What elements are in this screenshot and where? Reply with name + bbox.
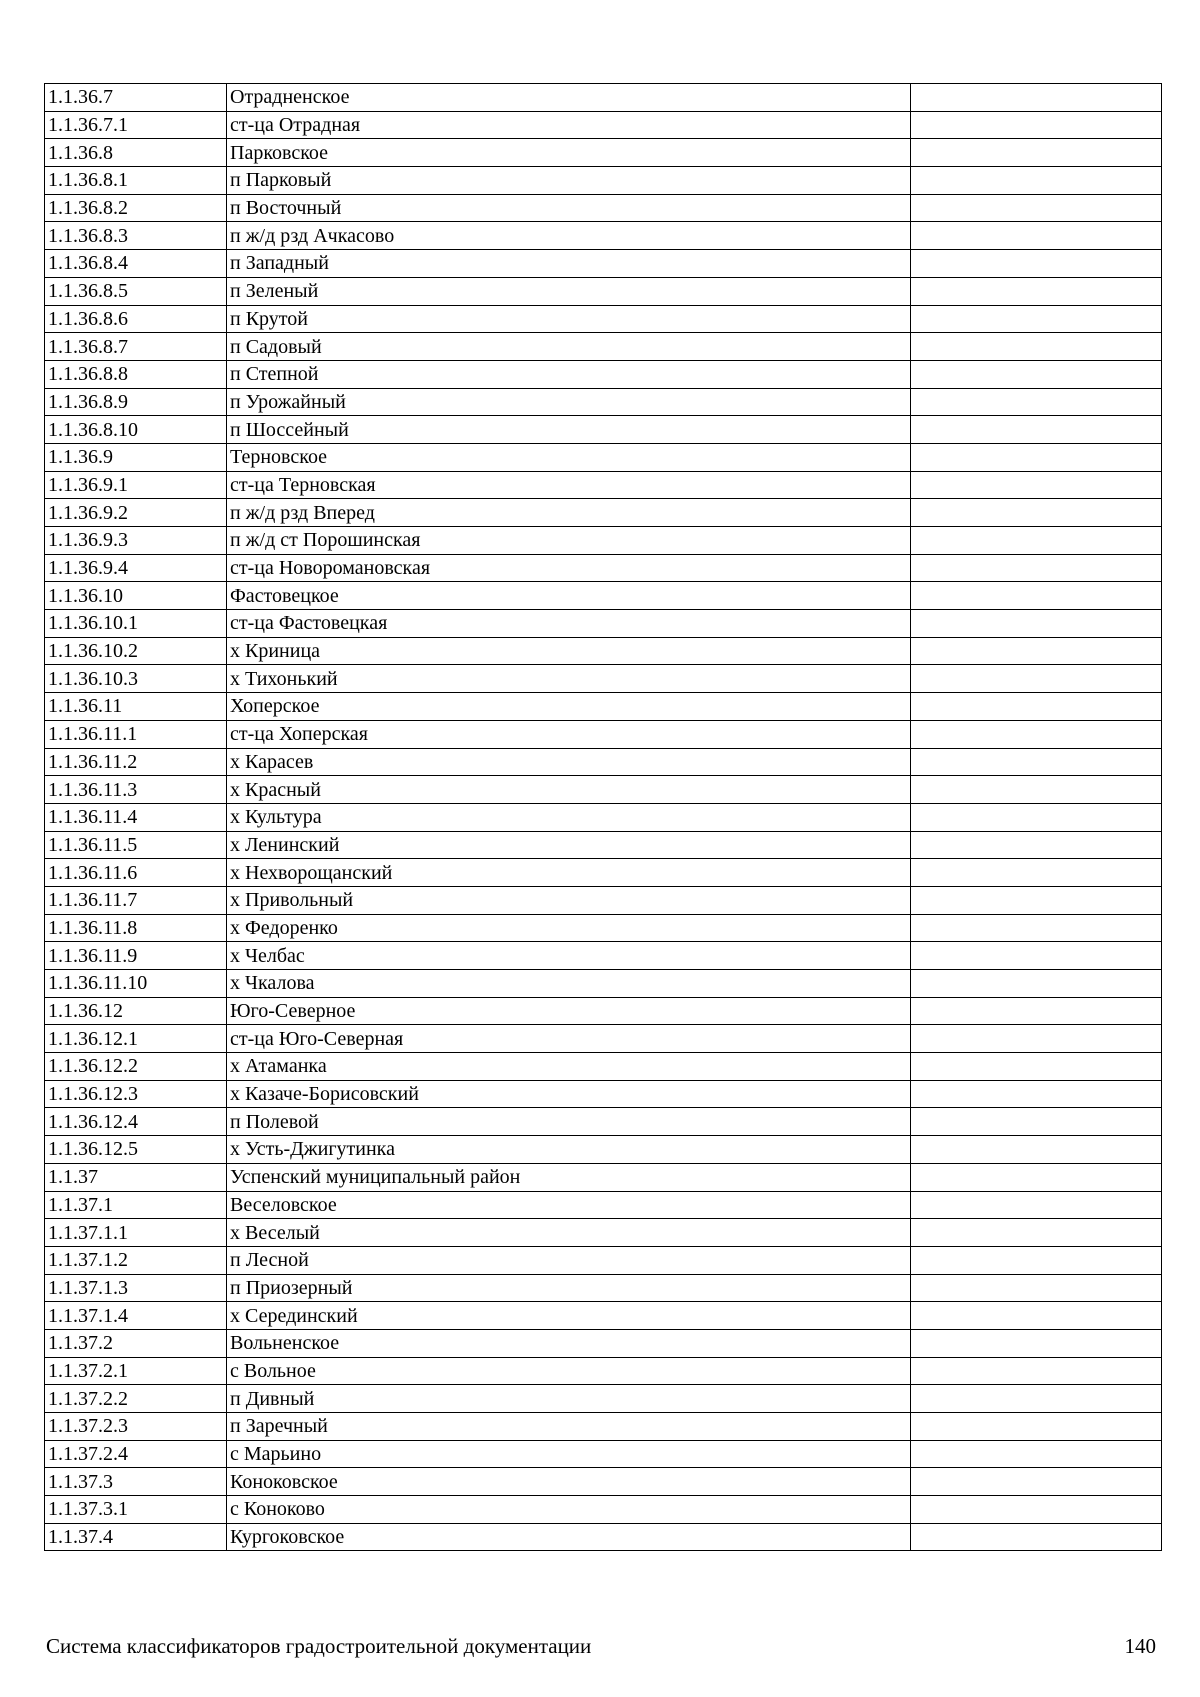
name-cell: ст-ца Отрадная [227,111,911,139]
code-cell: 1.1.36.8 [45,139,227,167]
code-cell: 1.1.36.10.3 [45,665,227,693]
note-cell [911,554,1162,582]
note-cell [911,914,1162,942]
note-cell [911,250,1162,278]
name-cell: Коноковское [227,1468,911,1496]
code-cell: 1.1.36.12.3 [45,1080,227,1108]
name-cell: п Западный [227,250,911,278]
code-cell: 1.1.36.11.1 [45,720,227,748]
name-cell: х Культура [227,803,911,831]
table-row [45,942,1162,970]
note-cell [911,1357,1162,1385]
table-row [45,1385,1162,1413]
name-cell: п Заречный [227,1413,911,1441]
code-cell: 1.1.36.12.1 [45,1025,227,1053]
note-cell [911,720,1162,748]
name-cell: х Красный [227,776,911,804]
table-row [45,831,1162,859]
name-cell: Юго-Северное [227,997,911,1025]
note-cell [911,139,1162,167]
name-cell: ст-ца Хоперская [227,720,911,748]
name-cell: ст-ца Фастовецкая [227,610,911,638]
table-row [45,333,1162,361]
code-cell: 1.1.36.10.1 [45,610,227,638]
name-cell: Парковское [227,139,911,167]
code-cell: 1.1.36.11.7 [45,886,227,914]
note-cell [911,803,1162,831]
table-row [45,997,1162,1025]
name-cell: п Полевой [227,1108,911,1136]
note-cell [911,167,1162,195]
table-row [45,1357,1162,1385]
note-cell [911,1496,1162,1524]
name-cell: Отрадненское [227,84,911,112]
code-cell: 1.1.36.9.1 [45,471,227,499]
note-cell [911,1385,1162,1413]
name-cell: ст-ца Терновская [227,471,911,499]
note-cell [911,859,1162,887]
code-cell: 1.1.37.2 [45,1329,227,1357]
note-cell [911,942,1162,970]
name-cell: х Федоренко [227,914,911,942]
note-cell [911,1219,1162,1247]
name-cell: х Привольный [227,886,911,914]
name-cell: Фастовецкое [227,582,911,610]
note-cell [911,1053,1162,1081]
code-cell: 1.1.36.11.5 [45,831,227,859]
name-cell: х Чкалова [227,970,911,998]
name-cell: п Степной [227,360,911,388]
table-row [45,499,1162,527]
note-cell [911,665,1162,693]
note-cell [911,637,1162,665]
code-cell: 1.1.36.11.9 [45,942,227,970]
name-cell: х Казаче-Борисовский [227,1080,911,1108]
code-cell: 1.1.37.1.4 [45,1302,227,1330]
name-cell: Веселовское [227,1191,911,1219]
note-cell [911,1108,1162,1136]
note-cell [911,1246,1162,1274]
name-cell: п Приозерный [227,1274,911,1302]
code-cell: 1.1.36.8.1 [45,167,227,195]
code-cell: 1.1.37.3 [45,1468,227,1496]
name-cell: х Карасев [227,748,911,776]
name-cell: Кургоковское [227,1523,911,1551]
table-row [45,1523,1162,1551]
note-cell [911,360,1162,388]
table-row [45,803,1162,831]
table-row [45,1219,1162,1247]
code-cell: 1.1.36.9.2 [45,499,227,527]
table-row [45,84,1162,112]
code-cell: 1.1.37.4 [45,1523,227,1551]
note-cell [911,499,1162,527]
name-cell: Успенский муниципальный район [227,1163,911,1191]
code-cell: 1.1.36.8.8 [45,360,227,388]
classifier-table-container [44,83,1162,1551]
name-cell: с Вольное [227,1357,911,1385]
code-cell: 1.1.36.8.5 [45,277,227,305]
name-cell: п Лесной [227,1246,911,1274]
note-cell [911,111,1162,139]
code-cell: 1.1.36.8.4 [45,250,227,278]
code-cell: 1.1.36.8.2 [45,194,227,222]
note-cell [911,333,1162,361]
code-cell: 1.1.36.8.6 [45,305,227,333]
note-cell [911,997,1162,1025]
code-cell: 1.1.36.7.1 [45,111,227,139]
code-cell: 1.1.36.8.3 [45,222,227,250]
code-cell: 1.1.37.1.1 [45,1219,227,1247]
table-row [45,1274,1162,1302]
code-cell: 1.1.37.2.3 [45,1413,227,1441]
code-cell: 1.1.36.10.2 [45,637,227,665]
code-cell: 1.1.36.8.9 [45,388,227,416]
code-cell: 1.1.37.1.2 [45,1246,227,1274]
footer-title: Система классификаторов градостроительной документации [46,1634,592,1658]
table-row [45,416,1162,444]
note-cell [911,582,1162,610]
note-cell [911,1413,1162,1441]
name-cell: ст-ца Новоромановская [227,554,911,582]
table-row [45,1302,1162,1330]
note-cell [911,886,1162,914]
code-cell: 1.1.36.11.4 [45,803,227,831]
name-cell: х Серединский [227,1302,911,1330]
table-row [45,1136,1162,1164]
name-cell: п ж/д рзд Вперед [227,499,911,527]
table-row [45,720,1162,748]
code-cell: 1.1.36.9.4 [45,554,227,582]
note-cell [911,1136,1162,1164]
name-cell: Вольненское [227,1329,911,1357]
classifier-table-body [45,84,1162,1551]
code-cell: 1.1.37.2.2 [45,1385,227,1413]
table-row [45,111,1162,139]
note-cell [911,693,1162,721]
table-row [45,1413,1162,1441]
note-cell [911,748,1162,776]
note-cell [911,443,1162,471]
table-row [45,637,1162,665]
name-cell: х Криница [227,637,911,665]
code-cell: 1.1.36.11 [45,693,227,721]
name-cell: п Урожайный [227,388,911,416]
table-row [45,527,1162,555]
table-row [45,194,1162,222]
table-row [45,914,1162,942]
table-row [45,471,1162,499]
table-row [45,1053,1162,1081]
name-cell: п Восточный [227,194,911,222]
note-cell [911,84,1162,112]
code-cell: 1.1.36.10 [45,582,227,610]
table-row [45,1108,1162,1136]
table-row [45,1496,1162,1524]
name-cell: п Крутой [227,305,911,333]
table-row [45,139,1162,167]
code-cell: 1.1.36.8.10 [45,416,227,444]
code-cell: 1.1.36.12 [45,997,227,1025]
code-cell: 1.1.37.2.1 [45,1357,227,1385]
code-cell: 1.1.37.1 [45,1191,227,1219]
table-row [45,1191,1162,1219]
note-cell [911,1468,1162,1496]
note-cell [911,1302,1162,1330]
table-row [45,665,1162,693]
code-cell: 1.1.36.11.2 [45,748,227,776]
note-cell [911,1329,1162,1357]
name-cell: х Тихонький [227,665,911,693]
classifier-table [44,83,1162,1551]
name-cell: х Челбас [227,942,911,970]
name-cell: х Веселый [227,1219,911,1247]
note-cell [911,1191,1162,1219]
table-row [45,1025,1162,1053]
code-cell: 1.1.36.9 [45,443,227,471]
note-cell [911,194,1162,222]
table-row [45,167,1162,195]
note-cell [911,776,1162,804]
note-cell [911,1163,1162,1191]
note-cell [911,277,1162,305]
code-cell: 1.1.36.11.3 [45,776,227,804]
table-row [45,859,1162,887]
note-cell [911,388,1162,416]
code-cell: 1.1.36.11.8 [45,914,227,942]
code-cell: 1.1.37.1.3 [45,1274,227,1302]
name-cell: с Коноково [227,1496,911,1524]
name-cell: х Атаманка [227,1053,911,1081]
note-cell [911,831,1162,859]
code-cell: 1.1.36.12.2 [45,1053,227,1081]
code-cell: 1.1.36.7 [45,84,227,112]
note-cell [911,610,1162,638]
name-cell: Хоперское [227,693,911,721]
table-row [45,610,1162,638]
table-row [45,1246,1162,1274]
table-row [45,1163,1162,1191]
note-cell [911,471,1162,499]
table-row [45,1468,1162,1496]
code-cell: 1.1.36.12.4 [45,1108,227,1136]
note-cell [911,527,1162,555]
table-row [45,970,1162,998]
name-cell: п ж/д рзд Ачкасово [227,222,911,250]
note-cell [911,416,1162,444]
note-cell [911,1523,1162,1551]
name-cell: п Парковый [227,167,911,195]
note-cell [911,305,1162,333]
name-cell: х Усть-Джигутинка [227,1136,911,1164]
name-cell: Терновское [227,443,911,471]
name-cell: с Марьино [227,1440,911,1468]
table-row [45,388,1162,416]
page-number: 140 [1124,1634,1156,1658]
code-cell: 1.1.36.9.3 [45,527,227,555]
code-cell: 1.1.36.11.6 [45,859,227,887]
name-cell: х Нехворощанский [227,859,911,887]
name-cell: п Дивный [227,1385,911,1413]
table-row [45,748,1162,776]
code-cell: 1.1.37 [45,1163,227,1191]
name-cell: п ж/д ст Порошинская [227,527,911,555]
table-row [45,886,1162,914]
table-row [45,360,1162,388]
table-row [45,222,1162,250]
name-cell: п Садовый [227,333,911,361]
note-cell [911,222,1162,250]
name-cell: п Шоссейный [227,416,911,444]
table-row [45,1440,1162,1468]
note-cell [911,1440,1162,1468]
note-cell [911,1080,1162,1108]
name-cell: п Зеленый [227,277,911,305]
table-row [45,250,1162,278]
table-row [45,443,1162,471]
note-cell [911,1274,1162,1302]
name-cell: х Ленинский [227,831,911,859]
table-row [45,1329,1162,1357]
table-row [45,776,1162,804]
table-row [45,1080,1162,1108]
note-cell [911,970,1162,998]
code-cell: 1.1.36.8.7 [45,333,227,361]
code-cell: 1.1.36.11.10 [45,970,227,998]
table-row [45,277,1162,305]
table-row [45,693,1162,721]
code-cell: 1.1.37.2.4 [45,1440,227,1468]
name-cell: ст-ца Юго-Северная [227,1025,911,1053]
note-cell [911,1025,1162,1053]
code-cell: 1.1.37.3.1 [45,1496,227,1524]
table-row [45,582,1162,610]
table-row [45,554,1162,582]
table-row [45,305,1162,333]
code-cell: 1.1.36.12.5 [45,1136,227,1164]
